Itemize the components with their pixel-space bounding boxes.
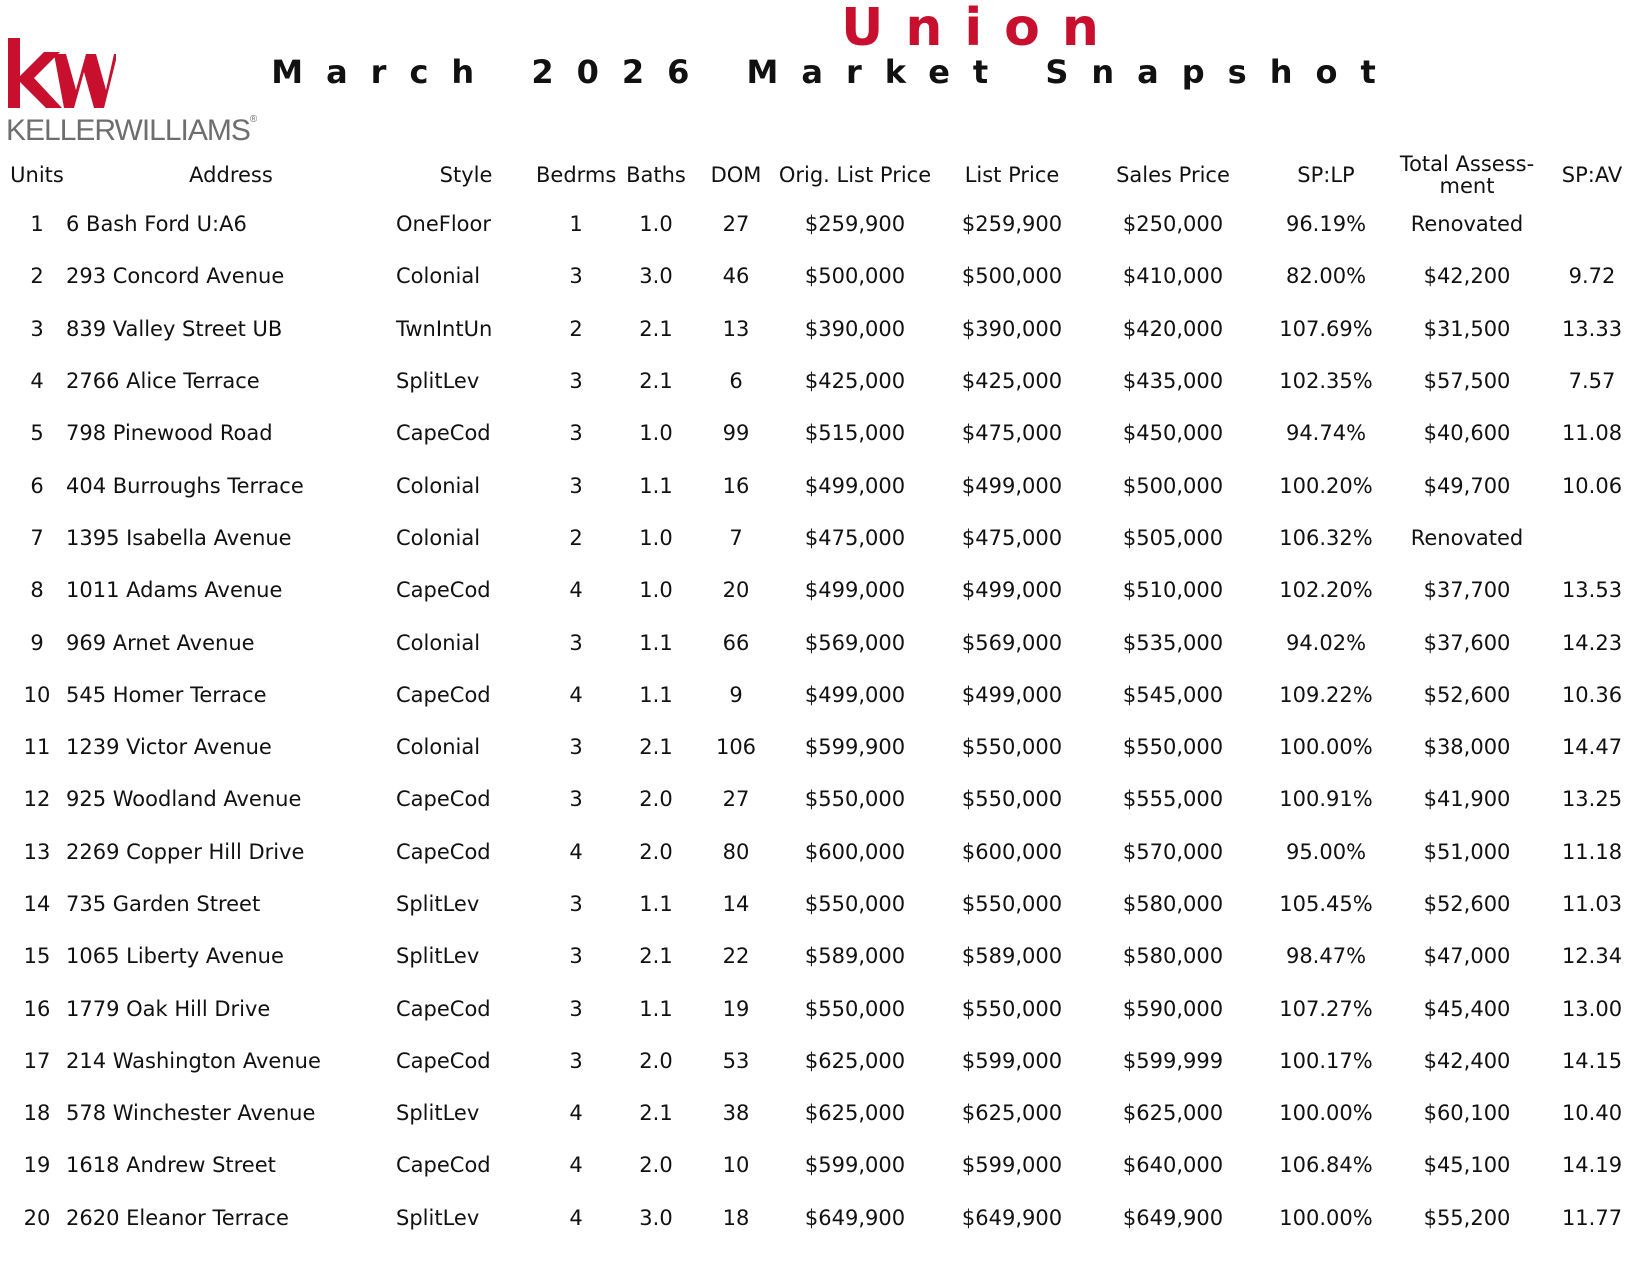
cell-sp-lp: 107.27% bbox=[1279, 996, 1373, 1021]
cell-sales-price: $550,000 bbox=[1122, 735, 1224, 760]
cell-style: TwnIntUn bbox=[396, 316, 493, 341]
table-row bbox=[8, 669, 1646, 721]
cell-sales-price: $590,000 bbox=[1122, 996, 1224, 1021]
cell-bedrooms: 2 bbox=[569, 525, 583, 550]
cell-style: Colonial bbox=[396, 473, 481, 498]
cell-total-assessment: $45,400 bbox=[1423, 996, 1511, 1021]
cell-sp-lp: 100.20% bbox=[1279, 473, 1373, 498]
cell-sales-price: $450,000 bbox=[1122, 421, 1224, 446]
cell-sales-price: $510,000 bbox=[1122, 578, 1224, 603]
cell-style: OneFloor bbox=[396, 212, 492, 237]
cell-dom: 106 bbox=[715, 735, 757, 760]
cell-sp-lp: 82.00% bbox=[1285, 264, 1367, 289]
cell-baths: 1.1 bbox=[639, 892, 673, 916]
cell-units: 13 bbox=[23, 839, 51, 864]
cell-address: 214 Washington Avenue bbox=[66, 1048, 321, 1073]
cell-style: CapeCod bbox=[396, 1048, 491, 1073]
cell-bedrooms: 2 bbox=[569, 316, 583, 341]
cell-total-assessment: $47,000 bbox=[1423, 944, 1511, 969]
cell-bedrooms: 3 bbox=[569, 421, 583, 446]
cell-address: 545 Homer Terrace bbox=[66, 682, 267, 707]
cell-list-price: $499,000 bbox=[961, 578, 1063, 603]
cell-sp-lp: 106.84% bbox=[1279, 1153, 1373, 1178]
cell-dom: 10 bbox=[722, 1153, 750, 1178]
cell-list-price: $649,900 bbox=[961, 1205, 1063, 1230]
cell-style: CapeCod bbox=[396, 1153, 491, 1178]
cell-orig-list-price: $390,000 bbox=[804, 316, 906, 341]
table-row bbox=[8, 407, 1646, 459]
cell-orig-list-price: $550,000 bbox=[804, 787, 906, 812]
cell-sp-av: 11.18 bbox=[1561, 839, 1623, 864]
cell-list-price: $599,000 bbox=[961, 1048, 1063, 1073]
table-row bbox=[8, 1087, 1646, 1139]
cell-units: 8 bbox=[30, 578, 44, 603]
cell-total-assessment: $49,700 bbox=[1423, 473, 1511, 498]
cell-orig-list-price: $499,000 bbox=[804, 682, 906, 707]
cell-units: 12 bbox=[23, 787, 51, 812]
cell-dom: 46 bbox=[722, 264, 750, 289]
table-row bbox=[8, 459, 1646, 511]
cell-units: 11 bbox=[23, 735, 51, 760]
cell-bedrooms: 4 bbox=[569, 1153, 583, 1178]
cell-dom: 16 bbox=[722, 473, 750, 498]
cell-dom: 99 bbox=[722, 421, 750, 446]
cell-sales-price: $250,000 bbox=[1122, 212, 1224, 237]
table-row bbox=[8, 1035, 1646, 1087]
cell-baths: 2.1 bbox=[639, 316, 673, 341]
cell-address: 1618 Andrew Street bbox=[66, 1153, 276, 1178]
cell-style: CapeCod bbox=[396, 839, 491, 864]
cell-sp-lp: 102.20% bbox=[1279, 578, 1373, 603]
cell-sp-lp: 95.00% bbox=[1285, 839, 1367, 864]
cell-units: 15 bbox=[23, 944, 51, 969]
cell-style: CapeCod bbox=[396, 787, 491, 812]
cell-total-assessment: $42,200 bbox=[1423, 264, 1511, 289]
cell-sales-price: $410,000 bbox=[1122, 264, 1224, 289]
cell-orig-list-price: $500,000 bbox=[804, 264, 906, 289]
cell-dom: 7 bbox=[729, 525, 743, 550]
cell-units: 10 bbox=[23, 682, 51, 707]
cell-sales-price: $505,000 bbox=[1122, 525, 1224, 550]
cell-sales-price: $599,999 bbox=[1122, 1048, 1224, 1073]
cell-total-assessment: $37,600 bbox=[1423, 630, 1511, 655]
cell-bedrooms: 3 bbox=[569, 369, 583, 394]
cell-baths: 1.1 bbox=[639, 473, 673, 498]
table-row bbox=[8, 1139, 1646, 1191]
cell-baths: 2.1 bbox=[639, 369, 673, 394]
cell-total-assessment: Renovated bbox=[1410, 525, 1524, 550]
cell-bedrooms: 4 bbox=[569, 1101, 583, 1126]
cell-sp-av: 11.77 bbox=[1561, 1205, 1623, 1230]
cell-sp-av: 12.34 bbox=[1561, 944, 1623, 969]
cell-sales-price: $535,000 bbox=[1122, 630, 1224, 655]
table-row bbox=[8, 1192, 1646, 1244]
cell-sp-av bbox=[1538, 512, 1646, 564]
cell-list-price: $600,000 bbox=[961, 839, 1063, 864]
cell-total-assessment: $57,500 bbox=[1423, 369, 1511, 394]
cell-sales-price: $580,000 bbox=[1122, 944, 1224, 969]
cell-list-price: $599,000 bbox=[961, 1153, 1063, 1178]
cell-sp-av: 13.33 bbox=[1561, 316, 1623, 341]
column-header-style: Style bbox=[439, 163, 493, 187]
table-row bbox=[8, 878, 1646, 930]
cell-baths: 2.0 bbox=[639, 839, 673, 864]
cell-total-assessment: $41,900 bbox=[1423, 787, 1511, 812]
cell-bedrooms: 3 bbox=[569, 264, 583, 289]
cell-dom: 6 bbox=[729, 369, 743, 394]
cell-dom: 27 bbox=[722, 212, 750, 237]
cell-sp-lp: 100.00% bbox=[1279, 1205, 1373, 1230]
cell-style: SplitLev bbox=[396, 1101, 480, 1126]
cell-total-assessment: $31,500 bbox=[1423, 316, 1511, 341]
cell-dom: 13 bbox=[722, 316, 750, 341]
cell-orig-list-price: $550,000 bbox=[804, 892, 906, 916]
cell-total-assessment: $45,100 bbox=[1423, 1153, 1511, 1178]
column-header-sp-av: SP:AV bbox=[1561, 163, 1623, 187]
column-header-list-price: List Price bbox=[964, 163, 1060, 187]
cell-units: 3 bbox=[30, 316, 44, 341]
cell-address: 1779 Oak Hill Drive bbox=[66, 996, 271, 1021]
cell-units: 9 bbox=[30, 630, 44, 655]
cell-orig-list-price: $589,000 bbox=[804, 944, 906, 969]
cell-style: SplitLev bbox=[396, 892, 480, 916]
cell-style: Colonial bbox=[396, 264, 481, 289]
cell-sp-lp: 100.17% bbox=[1279, 1048, 1373, 1073]
cell-list-price: $589,000 bbox=[961, 944, 1063, 969]
cell-sp-av: 10.36 bbox=[1561, 682, 1623, 707]
cell-orig-list-price: $550,000 bbox=[804, 996, 906, 1021]
cell-sales-price: $500,000 bbox=[1122, 473, 1224, 498]
cell-units: 5 bbox=[30, 421, 44, 446]
cell-sp-lp: 102.35% bbox=[1279, 369, 1373, 394]
page-title: Union bbox=[841, 0, 1121, 58]
cell-baths: 2.0 bbox=[639, 1153, 673, 1178]
cell-sp-av: 14.15 bbox=[1561, 1048, 1623, 1073]
cell-orig-list-price: $625,000 bbox=[804, 1048, 906, 1073]
column-header-sp-lp: SP:LP bbox=[1297, 163, 1355, 187]
cell-sp-av: 14.47 bbox=[1561, 735, 1623, 760]
cell-list-price: $550,000 bbox=[961, 892, 1063, 916]
cell-units: 18 bbox=[23, 1101, 51, 1126]
cell-orig-list-price: $600,000 bbox=[804, 839, 906, 864]
cell-sp-av: 9.72 bbox=[1568, 264, 1616, 289]
cell-orig-list-price: $599,900 bbox=[804, 735, 906, 760]
cell-bedrooms: 3 bbox=[569, 944, 583, 969]
cell-total-assessment: $55,200 bbox=[1423, 1205, 1511, 1230]
cell-address: 6 Bash Ford U:A6 bbox=[66, 212, 247, 237]
cell-address: 1065 Liberty Avenue bbox=[66, 944, 284, 969]
cell-dom: 9 bbox=[729, 682, 743, 707]
cell-sp-av: 13.00 bbox=[1561, 996, 1623, 1021]
table-row bbox=[8, 512, 1646, 564]
cell-style: CapeCod bbox=[396, 682, 491, 707]
cell-address: 1011 Adams Avenue bbox=[66, 578, 283, 603]
cell-address: 925 Woodland Avenue bbox=[66, 787, 302, 812]
cell-list-price: $499,000 bbox=[961, 682, 1063, 707]
cell-orig-list-price: $475,000 bbox=[804, 525, 906, 550]
cell-sp-lp: 96.19% bbox=[1285, 212, 1367, 237]
cell-orig-list-price: $499,000 bbox=[804, 578, 906, 603]
cell-list-price: $550,000 bbox=[961, 996, 1063, 1021]
cell-sp-av: 10.06 bbox=[1561, 473, 1623, 498]
cell-baths: 1.0 bbox=[639, 525, 673, 550]
cell-sales-price: $580,000 bbox=[1122, 892, 1224, 916]
cell-address: 735 Garden Street bbox=[66, 892, 261, 916]
cell-style: Colonial bbox=[396, 735, 481, 760]
cell-baths: 2.0 bbox=[639, 1048, 673, 1073]
table-row bbox=[8, 930, 1646, 982]
table-row bbox=[8, 826, 1646, 878]
cell-units: 16 bbox=[23, 996, 51, 1021]
sales-table bbox=[8, 152, 1646, 1244]
cell-total-assessment: Renovated bbox=[1410, 212, 1524, 237]
column-header-dom: DOM bbox=[710, 163, 762, 187]
cell-sp-av: 7.57 bbox=[1568, 369, 1616, 394]
cell-style: SplitLev bbox=[396, 369, 480, 394]
column-header-total-assessment: Total Assess-ment bbox=[1399, 152, 1535, 198]
cell-baths: 2.1 bbox=[639, 944, 673, 969]
cell-orig-list-price: $569,000 bbox=[804, 630, 906, 655]
cell-sp-av: 13.53 bbox=[1561, 578, 1623, 603]
cell-bedrooms: 4 bbox=[569, 1205, 583, 1230]
cell-baths: 2.1 bbox=[639, 1101, 673, 1126]
cell-orig-list-price: $649,900 bbox=[804, 1205, 906, 1230]
logo-wordmark: KELLERWILLIAMS® bbox=[6, 114, 257, 147]
cell-sales-price: $420,000 bbox=[1122, 316, 1224, 341]
cell-sales-price: $555,000 bbox=[1122, 787, 1224, 812]
cell-address: 2766 Alice Terrace bbox=[66, 369, 260, 394]
table-row bbox=[8, 198, 1646, 250]
cell-style: CapeCod bbox=[396, 996, 491, 1021]
cell-units: 20 bbox=[23, 1205, 51, 1230]
cell-bedrooms: 3 bbox=[569, 473, 583, 498]
cell-bedrooms: 3 bbox=[569, 735, 583, 760]
cell-total-assessment: $42,400 bbox=[1423, 1048, 1511, 1073]
cell-address: 969 Arnet Avenue bbox=[66, 630, 255, 655]
cell-list-price: $550,000 bbox=[961, 787, 1063, 812]
cell-total-assessment: $51,000 bbox=[1423, 839, 1511, 864]
cell-dom: 53 bbox=[722, 1048, 750, 1073]
cell-baths: 1.0 bbox=[639, 578, 673, 603]
cell-sales-price: $649,900 bbox=[1122, 1205, 1224, 1230]
cell-sp-av: 14.19 bbox=[1561, 1153, 1623, 1178]
cell-style: SplitLev bbox=[396, 944, 480, 969]
column-header-units: Units bbox=[10, 163, 64, 187]
column-header-orig-list-price: Orig. List Price bbox=[778, 163, 932, 187]
cell-total-assessment: $52,600 bbox=[1423, 892, 1511, 916]
cell-sp-lp: 107.69% bbox=[1279, 316, 1373, 341]
cell-list-price: $499,000 bbox=[961, 473, 1063, 498]
cell-address: 1395 Isabella Avenue bbox=[66, 525, 292, 550]
cell-dom: 27 bbox=[722, 787, 750, 812]
cell-total-assessment: $60,100 bbox=[1423, 1101, 1511, 1126]
table-header-row bbox=[8, 152, 1646, 198]
table-row bbox=[8, 303, 1646, 355]
cell-sp-av: 10.40 bbox=[1561, 1101, 1623, 1126]
cell-orig-list-price: $259,900 bbox=[804, 212, 906, 237]
cell-address: 798 Pinewood Road bbox=[66, 421, 273, 446]
cell-units: 4 bbox=[30, 369, 44, 394]
cell-units: 2 bbox=[30, 264, 44, 289]
cell-list-price: $425,000 bbox=[961, 369, 1063, 394]
cell-baths: 3.0 bbox=[639, 1205, 673, 1230]
cell-bedrooms: 1 bbox=[569, 212, 583, 237]
cell-sp-lp: 100.91% bbox=[1279, 787, 1373, 812]
cell-bedrooms: 3 bbox=[569, 996, 583, 1021]
cell-baths: 2.0 bbox=[639, 787, 673, 812]
cell-address: 293 Concord Avenue bbox=[66, 264, 285, 289]
cell-list-price: $475,000 bbox=[961, 525, 1063, 550]
cell-sp-av: 11.03 bbox=[1561, 892, 1623, 916]
cell-list-price: $625,000 bbox=[961, 1101, 1063, 1126]
cell-sales-price: $435,000 bbox=[1122, 369, 1224, 394]
cell-address: 578 Winchester Avenue bbox=[66, 1101, 316, 1126]
cell-sp-lp: 106.32% bbox=[1279, 525, 1373, 550]
table-row bbox=[8, 982, 1646, 1034]
cell-dom: 20 bbox=[722, 578, 750, 603]
cell-sales-price: $640,000 bbox=[1122, 1153, 1224, 1178]
cell-total-assessment: $37,700 bbox=[1423, 578, 1511, 603]
cell-dom: 14 bbox=[722, 892, 750, 916]
cell-address: 2620 Eleanor Terrace bbox=[66, 1205, 289, 1230]
cell-total-assessment: $40,600 bbox=[1423, 421, 1511, 446]
cell-dom: 18 bbox=[722, 1205, 750, 1230]
table-row bbox=[8, 721, 1646, 773]
cell-bedrooms: 4 bbox=[569, 839, 583, 864]
cell-style: CapeCod bbox=[396, 578, 491, 603]
cell-total-assessment: $52,600 bbox=[1423, 682, 1511, 707]
cell-bedrooms: 4 bbox=[569, 682, 583, 707]
cell-sp-av: 11.08 bbox=[1561, 421, 1623, 446]
cell-bedrooms: 3 bbox=[569, 1048, 583, 1073]
cell-baths: 3.0 bbox=[639, 264, 673, 289]
cell-sales-price: $545,000 bbox=[1122, 682, 1224, 707]
cell-units: 6 bbox=[30, 473, 44, 498]
cell-sp-lp: 105.45% bbox=[1279, 892, 1373, 916]
cell-bedrooms: 3 bbox=[569, 630, 583, 655]
column-header-sales-price: Sales Price bbox=[1116, 163, 1230, 187]
cell-baths: 1.0 bbox=[639, 421, 673, 446]
cell-baths: 1.1 bbox=[639, 996, 673, 1021]
cell-units: 7 bbox=[30, 525, 44, 550]
cell-address: 2269 Copper Hill Drive bbox=[66, 839, 305, 864]
cell-sp-lp: 100.00% bbox=[1279, 735, 1373, 760]
table-row bbox=[8, 250, 1646, 302]
cell-style: CapeCod bbox=[396, 421, 491, 446]
table-row bbox=[8, 773, 1646, 825]
table-body bbox=[8, 198, 1646, 1244]
cell-bedrooms: 3 bbox=[569, 787, 583, 812]
column-header-bedrooms: Bedrms bbox=[536, 163, 617, 187]
cell-dom: 22 bbox=[722, 944, 750, 969]
cell-address: 1239 Victor Avenue bbox=[66, 735, 272, 760]
cell-sp-lp: 109.22% bbox=[1279, 682, 1373, 707]
cell-units: 1 bbox=[30, 212, 44, 237]
cell-baths: 1.0 bbox=[639, 212, 673, 237]
cell-orig-list-price: $425,000 bbox=[804, 369, 906, 394]
cell-dom: 38 bbox=[722, 1101, 750, 1126]
column-header-baths: Baths bbox=[626, 163, 686, 187]
cell-sp-lp: 100.00% bbox=[1279, 1101, 1373, 1126]
cell-units: 17 bbox=[23, 1048, 51, 1073]
cell-sp-av: 14.23 bbox=[1561, 630, 1623, 655]
cell-baths: 2.1 bbox=[639, 735, 673, 760]
cell-sales-price: $625,000 bbox=[1122, 1101, 1224, 1126]
cell-bedrooms: 4 bbox=[569, 578, 583, 603]
cell-bedrooms: 3 bbox=[569, 892, 583, 916]
cell-style: SplitLev bbox=[396, 1205, 480, 1230]
cell-dom: 19 bbox=[722, 996, 750, 1021]
page-subtitle: March 2026 Market Snapshot bbox=[271, 53, 1399, 91]
cell-list-price: $569,000 bbox=[961, 630, 1063, 655]
table-row bbox=[8, 355, 1646, 407]
cell-list-price: $259,900 bbox=[961, 212, 1063, 237]
cell-orig-list-price: $515,000 bbox=[804, 421, 906, 446]
cell-baths: 1.1 bbox=[639, 682, 673, 707]
cell-style: Colonial bbox=[396, 525, 481, 550]
cell-orig-list-price: $599,000 bbox=[804, 1153, 906, 1178]
cell-address: 404 Burroughs Terrace bbox=[66, 473, 304, 498]
cell-list-price: $390,000 bbox=[961, 316, 1063, 341]
cell-style: Colonial bbox=[396, 630, 481, 655]
cell-orig-list-price: $499,000 bbox=[804, 473, 906, 498]
table-row bbox=[8, 616, 1646, 668]
cell-sp-av: 13.25 bbox=[1561, 787, 1623, 812]
table-row bbox=[8, 564, 1646, 616]
cell-sp-lp: 94.02% bbox=[1285, 630, 1367, 655]
cell-dom: 66 bbox=[722, 630, 750, 655]
cell-address: 839 Valley Street UB bbox=[66, 316, 283, 341]
cell-sales-price: $570,000 bbox=[1122, 839, 1224, 864]
cell-sp-av bbox=[1538, 198, 1646, 250]
cell-units: 14 bbox=[23, 892, 51, 916]
cell-sp-lp: 94.74% bbox=[1285, 421, 1367, 446]
cell-dom: 80 bbox=[722, 839, 750, 864]
cell-list-price: $475,000 bbox=[961, 421, 1063, 446]
cell-units: 19 bbox=[23, 1153, 51, 1178]
cell-list-price: $500,000 bbox=[961, 264, 1063, 289]
cell-total-assessment: $38,000 bbox=[1423, 735, 1511, 760]
cell-list-price: $550,000 bbox=[961, 735, 1063, 760]
column-header-address: Address bbox=[189, 163, 273, 187]
cell-baths: 1.1 bbox=[639, 630, 673, 655]
cell-orig-list-price: $625,000 bbox=[804, 1101, 906, 1126]
cell-sp-lp: 98.47% bbox=[1285, 944, 1367, 969]
